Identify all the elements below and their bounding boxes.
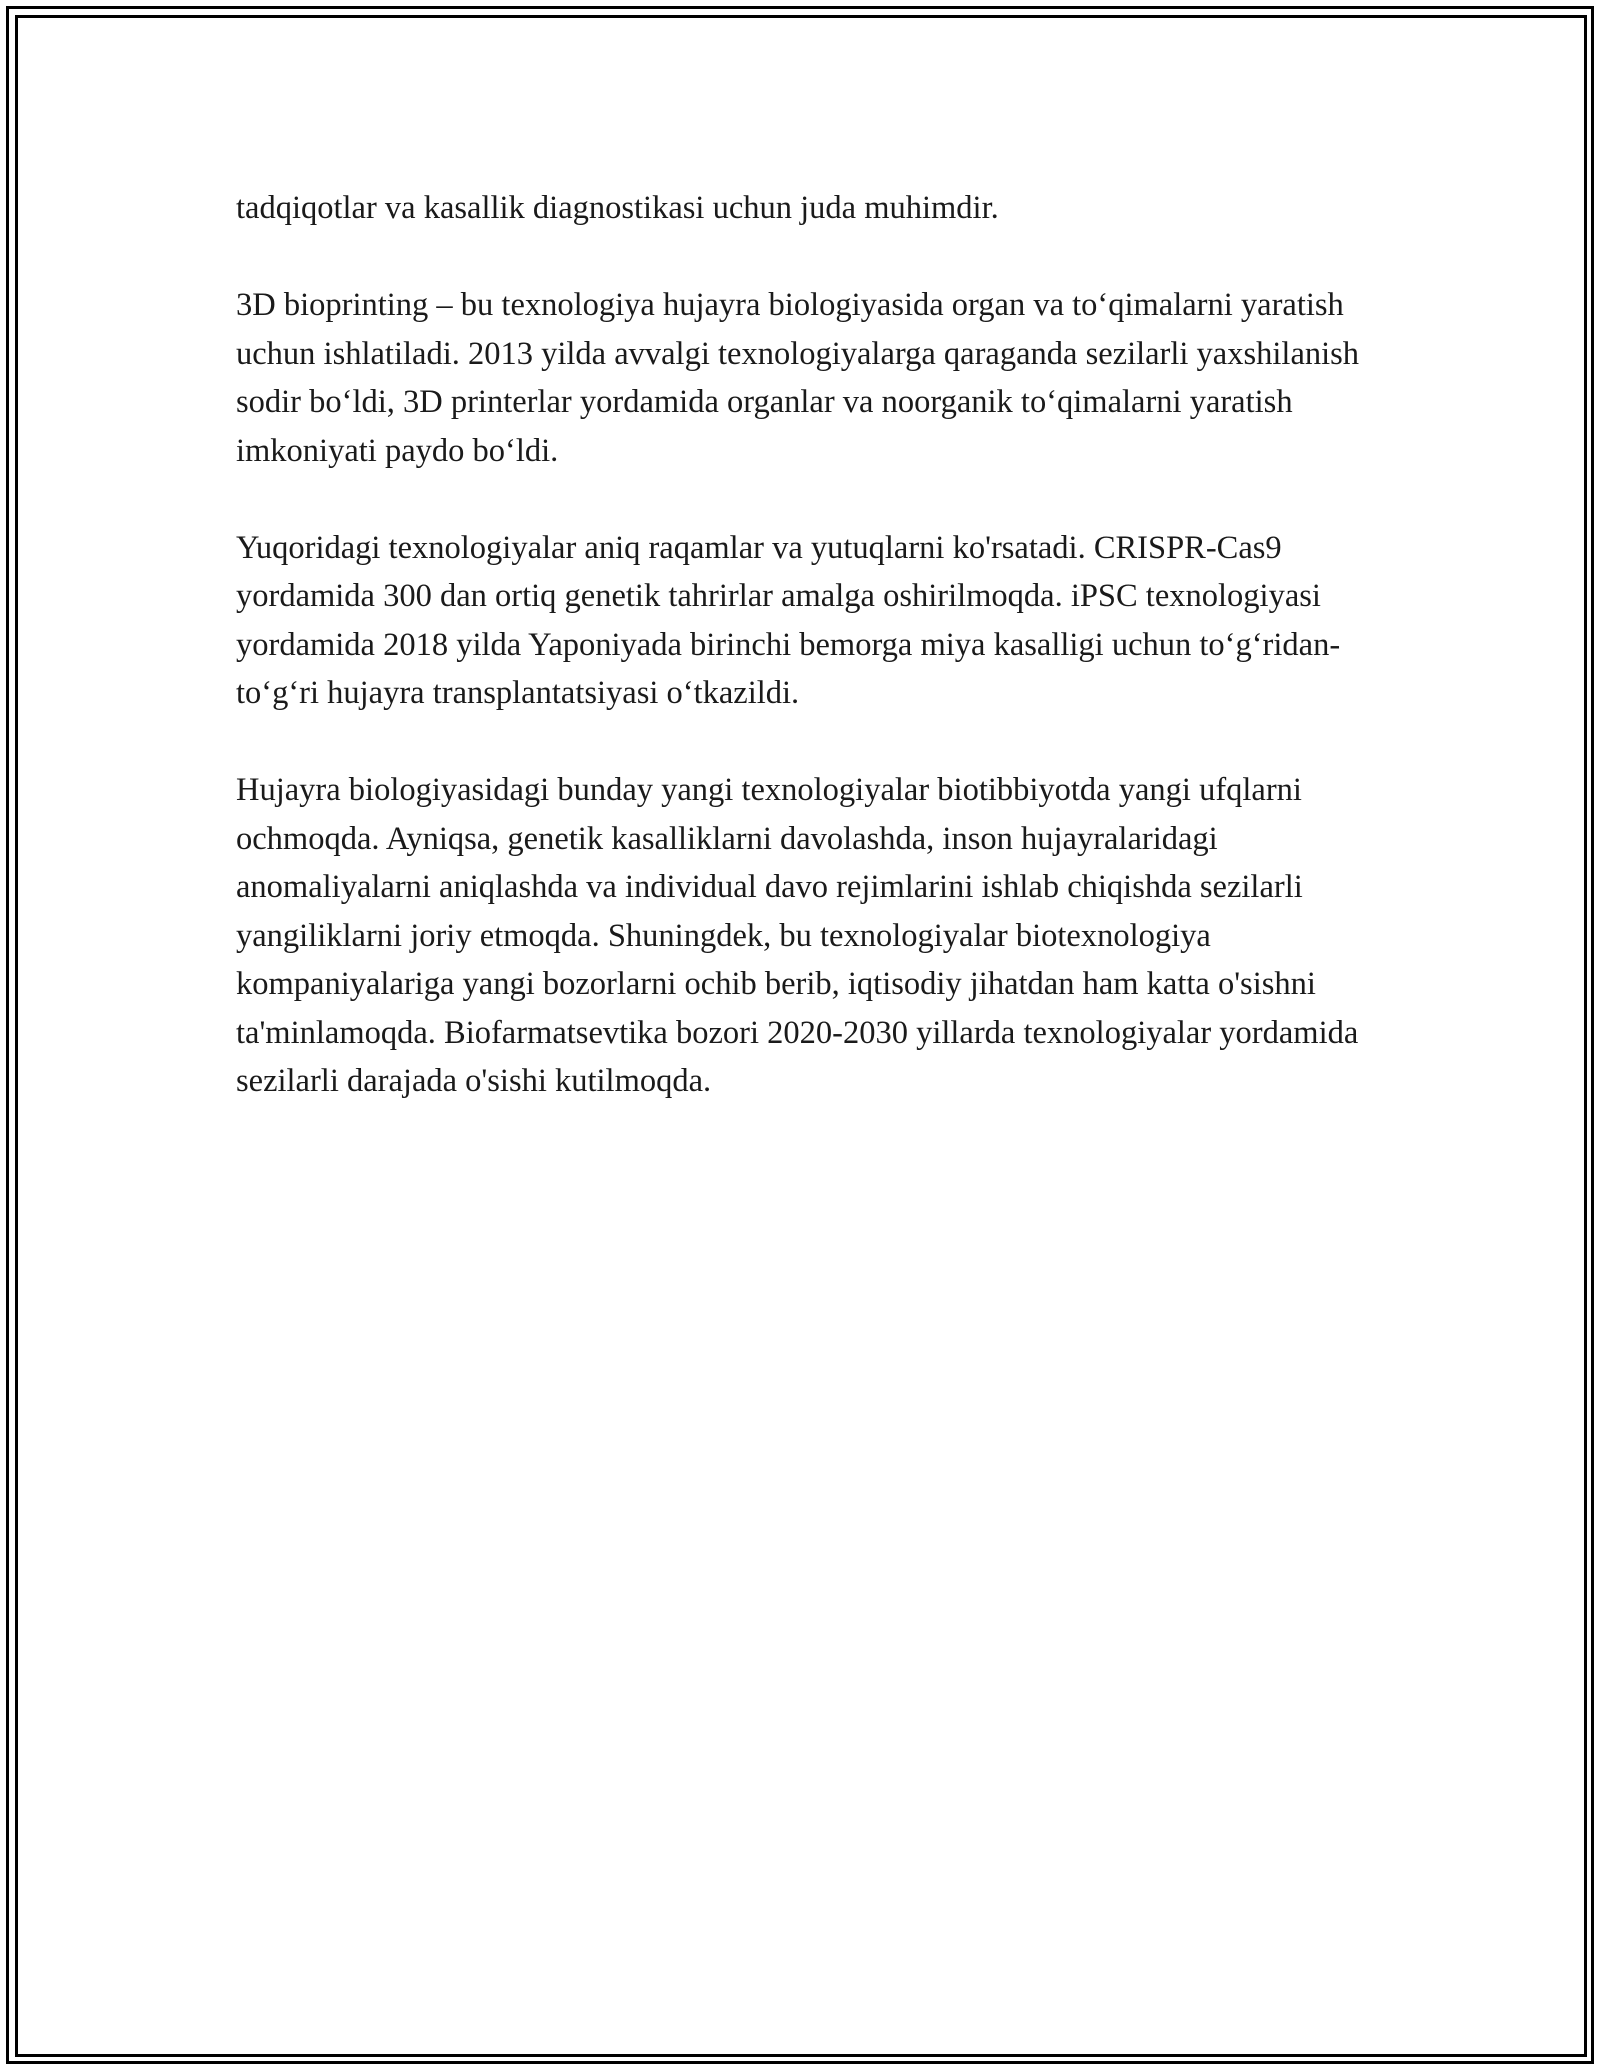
- paragraph-4: Hujayra biologiyasidagi bunday yangi texnologiyalar biotibbiyotda yangi ufqlarni ochmoqda. Ayniqsa, genetik kasalliklarni davolashda, inson hujayralaridagi anomaliyalarni aniqlashda va individual davo rejimlarini ishlab chiqishda sezilarli yangiliklarni joriy etmoqda. Shuningdek, bu texnologiyalar biotexnologiya kompaniyalariga yangi bozorlarni ochib berib, iqtisodiy jihatdan ham katta o'sishni ta'minlamoqda. Biofarmatsevtika bozori 2020-2030 yillarda texnologiyalar yordamida sezilarli darajada o'sishi kutilmoqda.: [236, 772, 1359, 1099]
- paragraph-3: Yuqoridagi texnologiyalar aniq raqamlar va yutuqlarni ko'rsatadi. CRISPR-Cas9 yordamida 300 dan ortiq genetik tahrirlar amalga oshirilmoqda. iPSC texnologiyasi yordamida 2018 yilda Yaponiyada birinchi bemorga miya kasalligi uchun to‘g‘ridan-to‘g‘ri hujayra transplantatsiyasi o‘tkazildi.: [236, 529, 1341, 711]
- document-body: [236, 184, 1376, 1154]
- paragraph-1: tadqiqotlar va kasallik diagnostikasi uchun juda muhimdir.: [236, 190, 999, 226]
- paragraph-2: 3D bioprinting – bu texnologiya hujayra biologiyasida organ va to‘qimalarni yaratish uchun ishlatiladi. 2013 yilda avvalgi texnologiyalarga qaraganda sezilarli yaxshilanish sodir bo‘ldi, 3D printerlar yordamida organlar va noorganik to‘qimalarni yaratish imkoniyati paydo bo‘ldi.: [236, 287, 1360, 469]
